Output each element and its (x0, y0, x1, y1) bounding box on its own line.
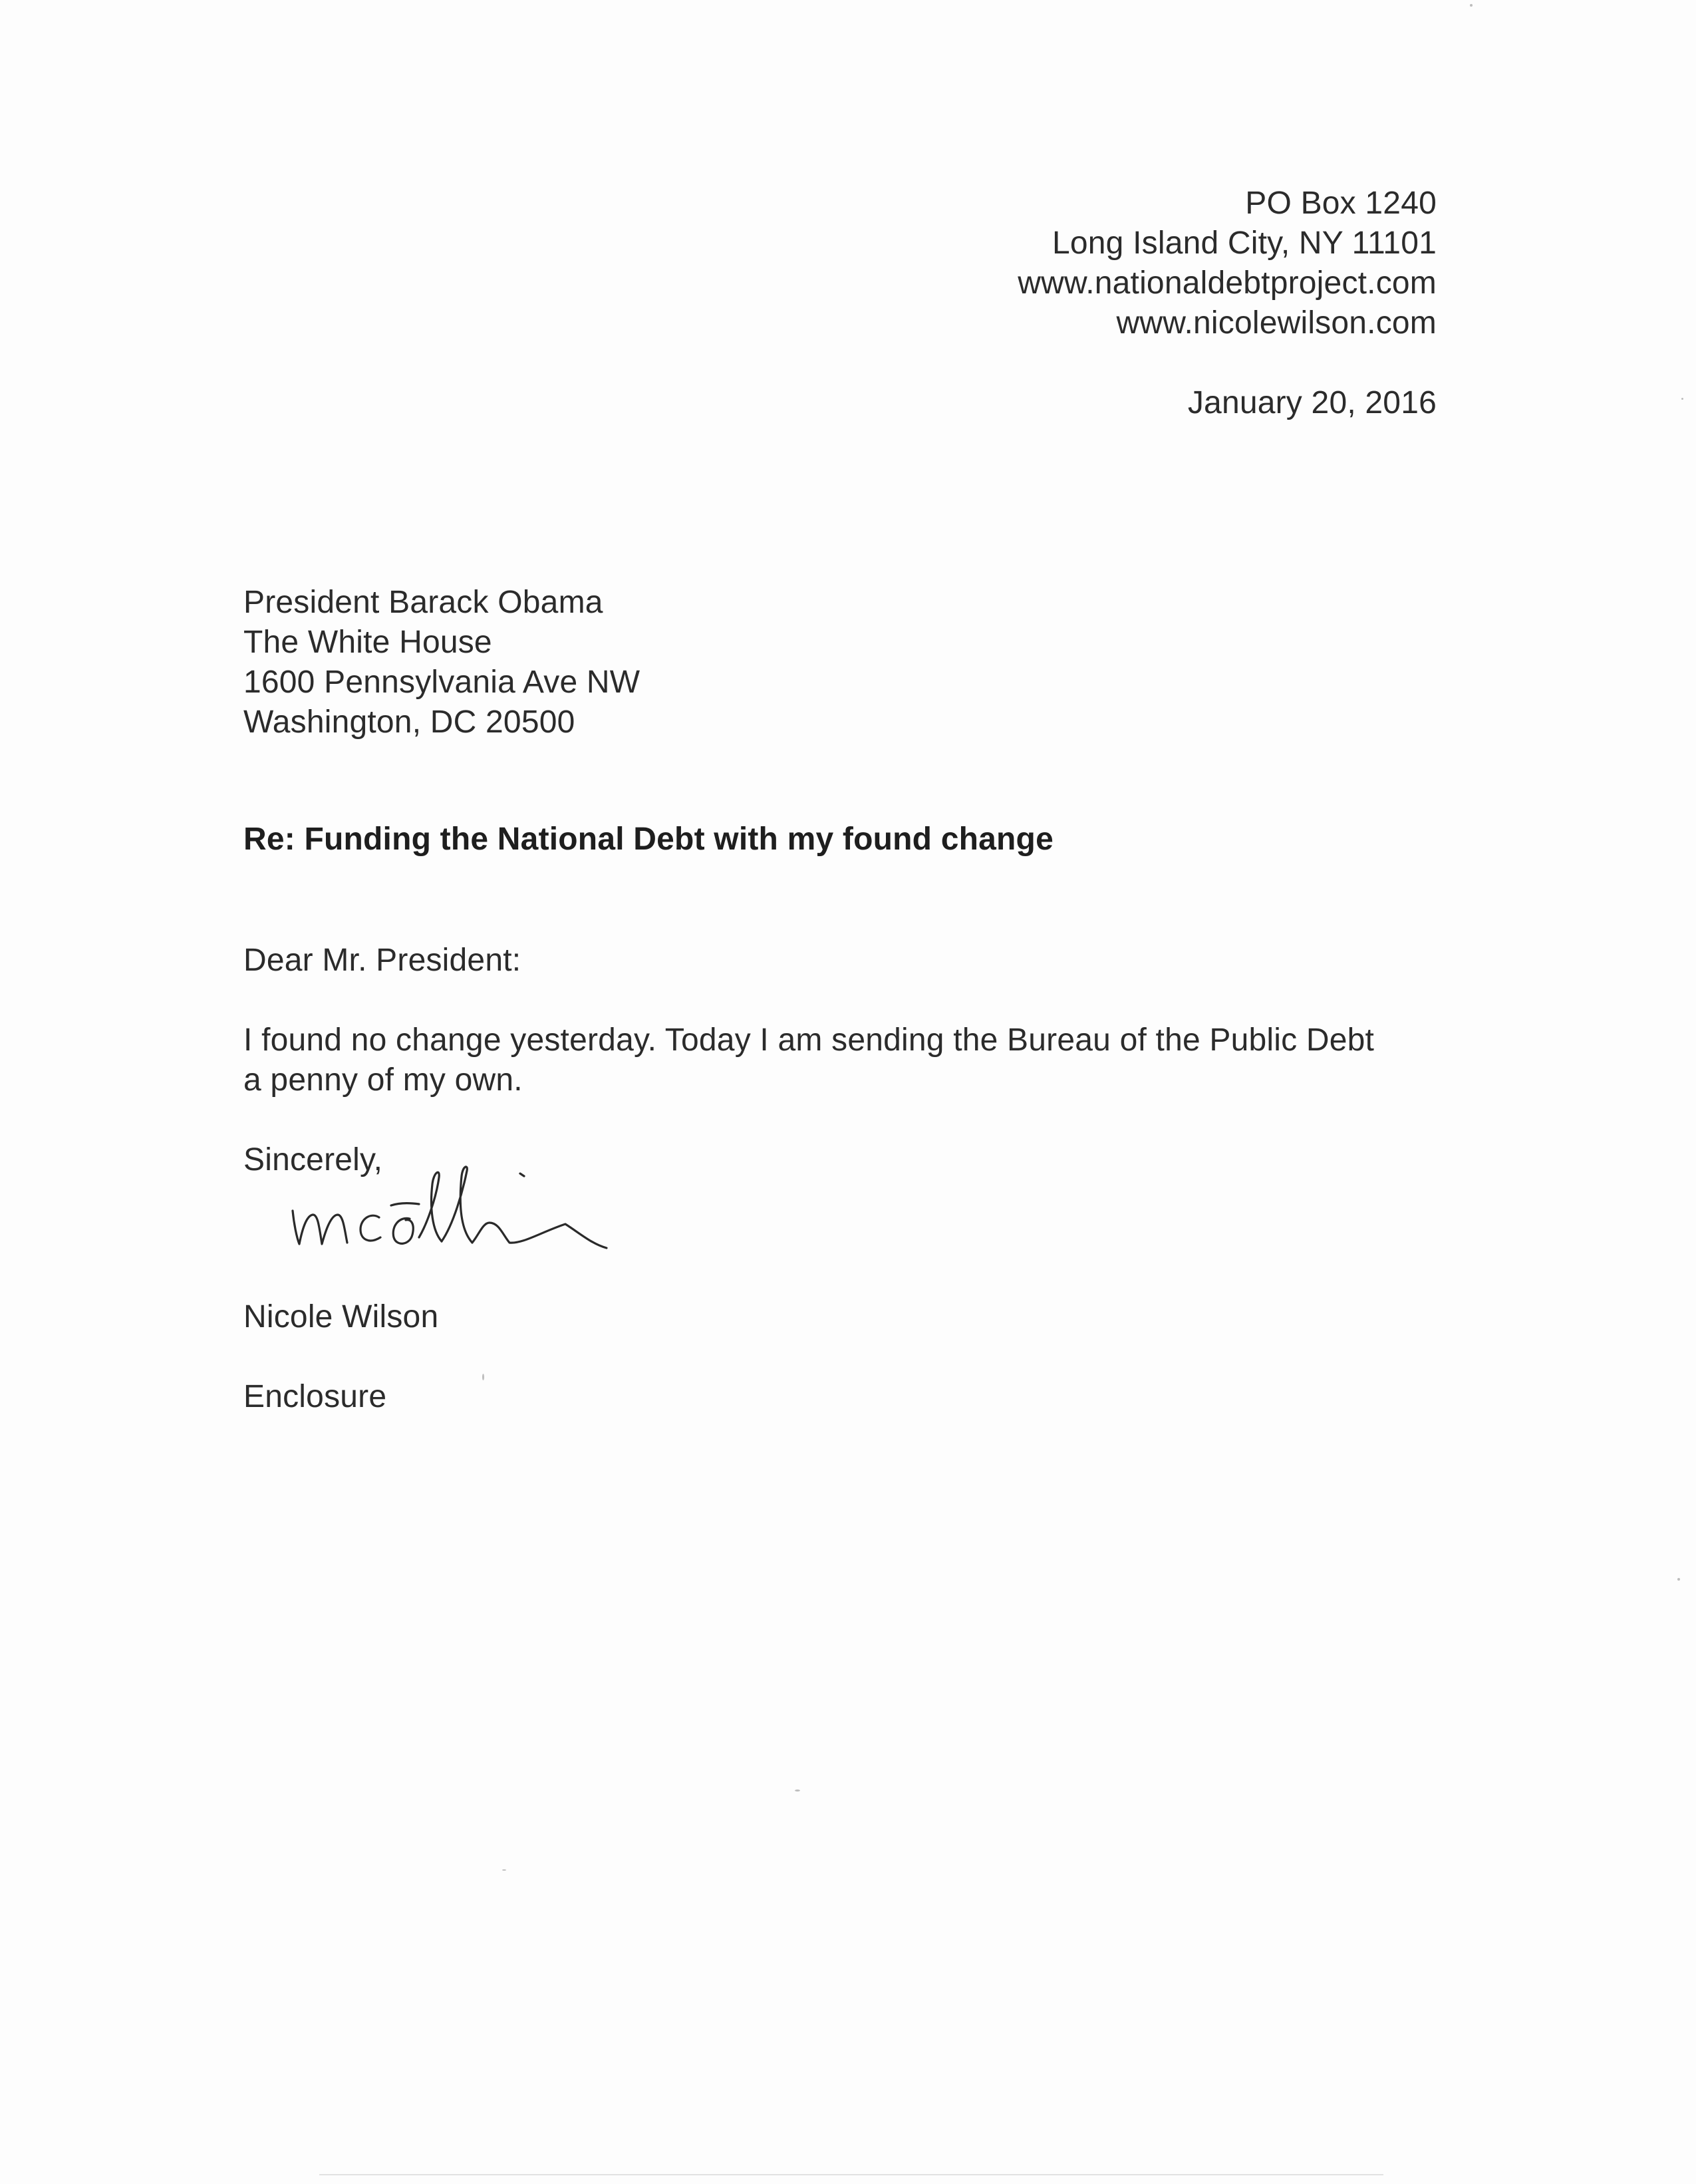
handwritten-signature (279, 1144, 625, 1264)
recipient-city-line: Washington, DC 20500 (243, 704, 575, 740)
recipient-name: President Barack Obama (243, 585, 603, 620)
scan-speck (482, 1374, 484, 1380)
scan-speck (1681, 398, 1683, 400)
sender-city-line: Long Island City, NY 11101 (1052, 226, 1437, 261)
sender-website-2: www.nicolewilson.com (1116, 305, 1437, 341)
body-line-1: I found no change yesterday. Today I am sending the Bureau of the Public Debt (243, 1022, 1375, 1058)
recipient-organization: The White House (243, 625, 492, 660)
scan-edge-line (319, 2174, 1383, 2175)
scan-speck (1470, 4, 1473, 7)
body-line-2: a penny of my own. (243, 1062, 523, 1098)
sender-website-1: www.nationaldebtproject.com (1018, 265, 1437, 301)
salutation: Dear Mr. President: (243, 943, 521, 978)
enclosure-note: Enclosure (243, 1379, 387, 1414)
scan-speck (1677, 1578, 1680, 1581)
scan-speck (795, 1790, 800, 1792)
sender-po-box: PO Box 1240 (1245, 186, 1437, 221)
signer-name: Nicole Wilson (243, 1299, 439, 1334)
letter-date: January 20, 2016 (1187, 385, 1437, 420)
subject-line: Re: Funding the National Debt with my found change (243, 822, 1054, 857)
closing: Sincerely, (243, 1142, 383, 1177)
recipient-street: 1600 Pennsylvania Ave NW (243, 665, 640, 700)
scan-speck (502, 1869, 506, 1871)
